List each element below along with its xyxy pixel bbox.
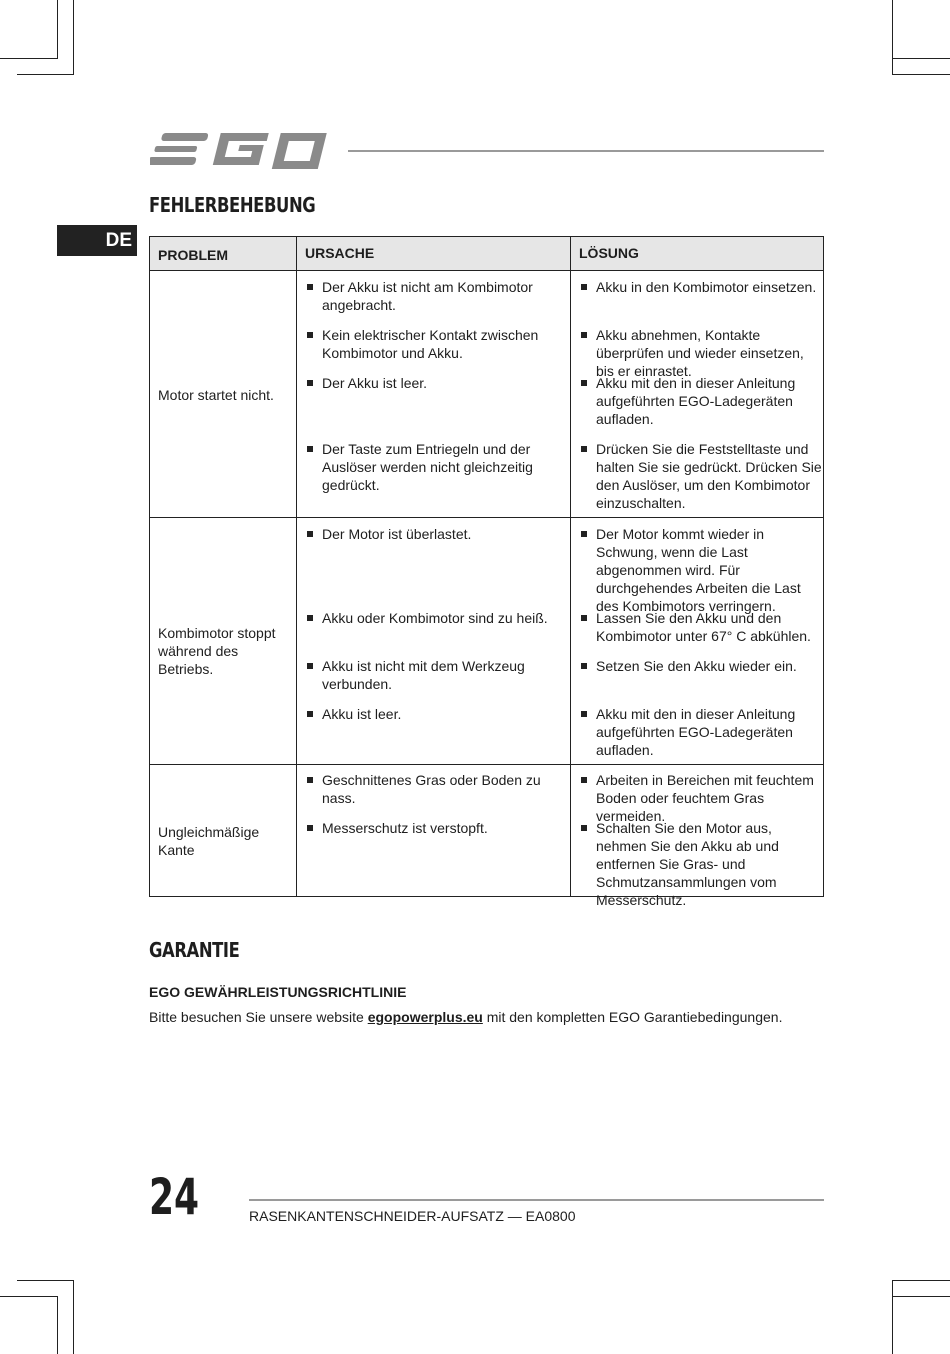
- solution-item: Drücken Sie die Feststelltaste und halten Sie sie gedrückt. Drücken Sie den Auslöser, um den Kombimotor einzuschalten.: [579, 440, 824, 512]
- solution-item: Akku in den Kombimotor einsetzen.: [579, 278, 824, 296]
- bullet-icon: [581, 615, 587, 621]
- row-divider: [150, 517, 823, 518]
- solution-item: Akku abnehmen, Kontakte überprüfen und wieder einsetzen, bis er einrastet.: [579, 326, 824, 380]
- header-rule: [348, 150, 824, 152]
- row-divider: [150, 764, 823, 765]
- cause-item: Messerschutz ist verstopft.: [305, 819, 570, 837]
- bullet-icon: [581, 711, 587, 717]
- bullet-icon: [307, 825, 313, 831]
- solution-item: Akku mit den in dieser Anleitung aufgeführten EGO-Ladegeräten aufladen.: [579, 374, 824, 428]
- bullet-icon: [581, 332, 587, 338]
- cause-item: Akku ist leer.: [305, 705, 570, 723]
- ego-logo: [150, 128, 332, 177]
- table-header: [150, 237, 823, 271]
- crop-mark: [892, 1280, 893, 1354]
- bullet-icon: [307, 777, 313, 783]
- bullet-icon: [581, 825, 587, 831]
- bullet-icon: [307, 332, 313, 338]
- bullet-icon: [581, 446, 587, 452]
- solution-item: Schalten Sie den Motor aus, nehmen Sie den Akku ab und entfernen Sie Gras- und Schmutzansammlungen vom Messerschutz.: [579, 819, 824, 909]
- column-header-cause: URSACHE: [305, 245, 375, 261]
- problem-cell: Kombimotor stoppt während des Betriebs.: [158, 625, 276, 677]
- crop-mark: [57, 1296, 58, 1354]
- crop-mark: [57, 0, 58, 59]
- warranty-title: GARANTIE: [149, 938, 240, 962]
- solution-item: Der Motor kommt wieder in Schwung, wenn die Last abgenommen wird. Für durchgehendes Arbeiten die Last des Kombimotors verringern.: [579, 525, 824, 615]
- problem-cell: Ungleichmäßige Kante: [158, 824, 260, 858]
- crop-mark: [17, 1280, 74, 1281]
- crop-mark: [0, 1296, 58, 1297]
- crop-mark: [73, 0, 74, 74]
- bullet-icon: [307, 284, 313, 290]
- problem-cell: Motor startet nicht.: [158, 387, 274, 403]
- bullet-icon: [307, 446, 313, 452]
- column-header-problem: PROBLEM: [158, 247, 228, 263]
- column-divider: [570, 237, 571, 896]
- cause-item: Akku oder Kombimotor sind zu heiß.: [305, 609, 570, 627]
- bullet-icon: [307, 663, 313, 669]
- bullet-icon: [307, 380, 313, 386]
- warranty-subtitle: EGO GEWÄHRLEISTUNGSRICHTLINIE: [149, 984, 407, 1000]
- cause-item: Kein elektrischer Kontakt zwischen Kombimotor und Akku.: [305, 326, 570, 362]
- cause-item: Der Taste zum Entriegeln und der Auslöser werden nicht gleichzeitig gedrückt.: [305, 440, 570, 494]
- crop-mark: [892, 1280, 950, 1281]
- bullet-icon: [581, 663, 587, 669]
- warranty-text: [149, 1009, 782, 1025]
- bullet-icon: [307, 615, 313, 621]
- cause-item: Der Motor ist überlastet.: [305, 525, 570, 543]
- warranty-text-before: Bitte besuchen Sie unsere website: [149, 1009, 368, 1025]
- bullet-icon: [581, 777, 587, 783]
- troubleshooting-title: FEHLERBEHEBUNG: [149, 193, 316, 217]
- crop-mark: [892, 58, 950, 59]
- crop-mark: [0, 58, 58, 59]
- language-tab: DE: [57, 225, 137, 256]
- solution-item: Arbeiten in Bereichen mit feuchtem Boden oder feuchtem Gras vermeiden.: [579, 771, 824, 825]
- bullet-icon: [581, 531, 587, 537]
- bullet-icon: [581, 380, 587, 386]
- warranty-text-after: mit den kompletten EGO Garantiebedingungen.: [482, 1009, 783, 1025]
- column-header-solution: LÖSUNG: [579, 245, 639, 261]
- crop-mark: [17, 74, 74, 75]
- troubleshooting-table: [149, 236, 824, 908]
- crop-mark: [892, 0, 893, 74]
- footer-doc-title: RASENKANTENSCHNEIDER-AUFSATZ — EA0800: [249, 1208, 576, 1224]
- crop-mark: [73, 1280, 74, 1354]
- cause-item: Akku ist nicht mit dem Werkzeug verbunden.: [305, 657, 570, 693]
- cause-item: Geschnittenes Gras oder Boden zu nass.: [305, 771, 570, 807]
- solution-item: Setzen Sie den Akku wieder ein.: [579, 657, 824, 675]
- solution-item: Akku mit den in dieser Anleitung aufgeführten EGO-Ladegeräten aufladen.: [579, 705, 824, 759]
- crop-mark: [892, 1296, 950, 1297]
- column-divider: [296, 237, 297, 896]
- page-number: 24: [149, 1168, 200, 1226]
- bullet-icon: [307, 711, 313, 717]
- warranty-link[interactable]: egopowerplus.eu: [367, 1009, 483, 1025]
- footer-rule: [249, 1199, 824, 1201]
- solution-item: Lassen Sie den Akku und den Kombimotor unter 67° C abkühlen.: [579, 609, 824, 645]
- cause-item: Der Akku ist nicht am Kombimotor angebracht.: [305, 278, 570, 314]
- bullet-icon: [307, 531, 313, 537]
- cause-item: Der Akku ist leer.: [305, 374, 570, 392]
- bullet-icon: [581, 284, 587, 290]
- crop-mark: [892, 74, 950, 75]
